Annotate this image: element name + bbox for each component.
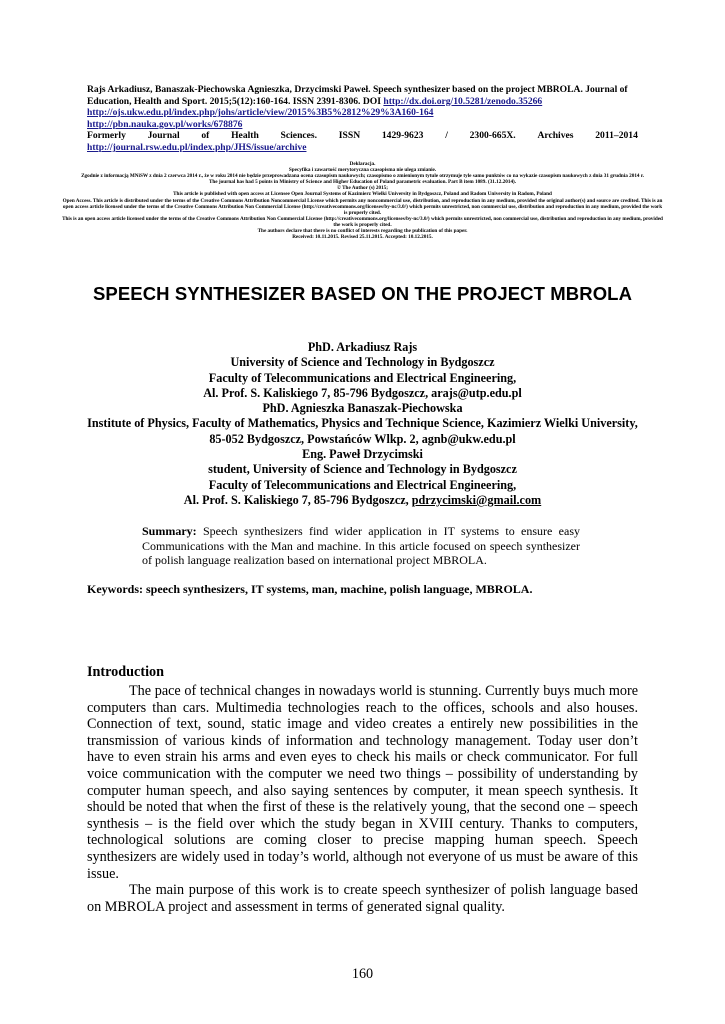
declaration-block	[62, 161, 663, 240]
page-number: 160	[351, 966, 374, 982]
paragraph: The pace of technical changes in nowadays world is stunning. Currently buys much more computers than cars. Multimedia technologies reach to the offices, schools and also houses. Connection of text, sound, static image and video creates a entirely new possibilities in the transmission of various kinds of information and technology management. Today user don’t have to even strain his arms and even eyes to check his mails or check communicator. For full voice communication with the computer we need two things – possibility of understanding by computer human speech, and also saying sentences by computer, it mean speech synthesis. It should be noted that when the first of these is the relatively young, that the second one – speech synthesis – is the field over which the study began in XVIII century. Thanks to computers, technological solutions are coming closer to precise mapping human speech. Speech synthesizers are widely used in today’s world, although not everyone of us must be aware of this issue.	[87, 683, 638, 882]
summary-label: Summary:	[142, 524, 197, 538]
declaration-line: The journal has had 5 points in Ministry of Science and Higher Education of Poland parametric evaluation. Part B item 1089. (31.12.2014).	[208, 179, 517, 186]
archive-link[interactable]: http://journal.rsw.edu.pl/index.php/JHS/issue/archive	[87, 141, 307, 153]
author-line: Faculty of Telecommunications and Electrical Engineering,	[208, 477, 517, 492]
author-line: PhD. Agnieszka Banaszak-Piechowska	[262, 401, 463, 416]
author-email-link[interactable]: pdrzycimski@gmail.com	[411, 492, 542, 507]
formerly-word: Archives	[537, 130, 574, 142]
declaration-line: Specyfika i zawartość merytoryczna czasopisma nie ulega zmianie.	[288, 167, 437, 174]
section-heading: Introduction	[87, 664, 164, 680]
author-line: Al. Prof. S. Kaliskiego 7, 85-796 Bydgoszcz, arajs@utp.edu.pl	[203, 385, 522, 400]
formerly-word: Health	[231, 130, 259, 142]
summary-block	[142, 524, 580, 568]
declaration-line: © The Author (s) 2015;	[337, 185, 388, 192]
formerly-word: 1429-9623	[381, 130, 424, 142]
declaration-line: Zgodnie z informacją MNiSW z dnia 2 czerwca 2014 r., że w roku 2014 nie będzie przeprowadzana ocena czasopism naukowych; czasopismo o zmienionym tytule otrzymuje tyle samo punktów co na wykazie czasopism naukowych z dnia 31 grudnia 2014 r.	[81, 173, 644, 180]
pbn-works-link[interactable]: http://pbn.nauka.gov.pl/works/678876	[87, 118, 243, 130]
citation-text: Rajs Arkadiusz, Banaszak-Piechowska Agnieszka, Drzycimski Paweł. Speech synthesizer based on the project MBROLA. Journal of Education, Health and Sport. 2015;5(12):160-164. ISSN 2391-8306. DOI	[87, 84, 628, 107]
author-line: student, University of Science and Technology in Bydgoszcz	[208, 462, 517, 477]
formerly-word: of	[201, 130, 210, 142]
formerly-word: Journal	[147, 130, 180, 142]
formerly-word: /	[445, 130, 448, 142]
author-address: Al. Prof. S. Kaliskiego 7, 85-796 Bydgoszcz,	[183, 492, 412, 507]
author-line	[87, 493, 638, 508]
author-line: Institute of Physics, Faculty of Mathematics, Physics and Technique Science, Kazimierz Wielki University,	[87, 416, 638, 431]
introduction-body	[87, 683, 638, 915]
formerly-word: Sciences.	[280, 130, 318, 142]
declaration-line: Deklaracja.	[349, 161, 376, 167]
author-line: PhD. Arkadiusz Rajs	[307, 340, 418, 354]
author-line: University of Science and Technology in Bydgoszcz	[230, 355, 495, 370]
declaration-line: Open Access. This article is distributed under the terms of the Creative Commons Attribution Noncommercial License which permits any noncommercial use, distribution, and reproduction in any medium, provided the original author(s) and source are credited. This is an open access article licensed under the terms of the Creative Commons Attribution Non Commercial License (http://creativecommons.org/licenses/by-nc/3.0/) which permits unrestricted, non commercial use, distribution and reproduction in any medium, provided the work is properly cited.	[62, 197, 663, 216]
authors-block	[87, 340, 638, 508]
formerly-word: 2300-665X.	[469, 130, 516, 142]
summary-text: Speech synthesizers find wider application in IT systems to ensure easy Communications with the Man and machine. In this article focused on speech synthesizer of polish language realization based on international project MBROLA.	[142, 524, 580, 567]
author-line: Faculty of Telecommunications and Electrical Engineering,	[208, 370, 517, 385]
paper-title: SPEECH SYNTHESIZER BASED ON THE PROJECT MBROLA	[92, 283, 633, 304]
declaration-line: This is an open access article licensed under the terms of the Creative Commons Attribution Non Commercial License (http://creativecommons.org/licenses/by-nc/3.0/) which permits unrestricted, non commercial use, distribution and reproduction in any medium, provided the work is properly cited.	[62, 215, 663, 228]
keywords-line: Keywords: speech synthesizers, IT systems, man, machine, polish language, MBROLA.	[87, 582, 533, 596]
declaration-line: This article is published with open access at Licensee Open Journal Systems of Kazimierz Wielki University in Bydgoszcz, Poland and Radom University in Radom, Poland	[173, 191, 552, 198]
declaration-line: The authors declare that there is no conflict of interests regarding the publication of this paper.	[257, 228, 468, 235]
author-line: 85-052 Bydgoszcz, Powstańców Wlkp. 2, agnb@ukw.edu.pl	[209, 431, 516, 446]
formerly-word: Formerly	[87, 130, 126, 142]
formerly-word: ISSN	[338, 130, 361, 142]
author-line: Eng. Paweł Drzycimski	[302, 447, 423, 462]
citation-block	[87, 84, 638, 154]
formerly-word: 2011–2014	[595, 130, 638, 142]
formerly-line	[87, 130, 638, 142]
declaration-line: Received: 10.11.2015. Revised 25.11.2015. Accepted: 10.12.2015.	[292, 234, 433, 241]
ojs-article-link[interactable]: http://ojs.ukw.edu.pl/index.php/johs/article/view/2015%3B5%2812%29%3A160-164	[87, 107, 434, 119]
doi-link[interactable]: http://dx.doi.org/10.5281/zenodo.35266	[383, 95, 543, 107]
paragraph: The main purpose of this work is to create speech synthesizer of polish language based on MBROLA project and assessment in terms of generated signal quality.	[87, 882, 638, 915]
